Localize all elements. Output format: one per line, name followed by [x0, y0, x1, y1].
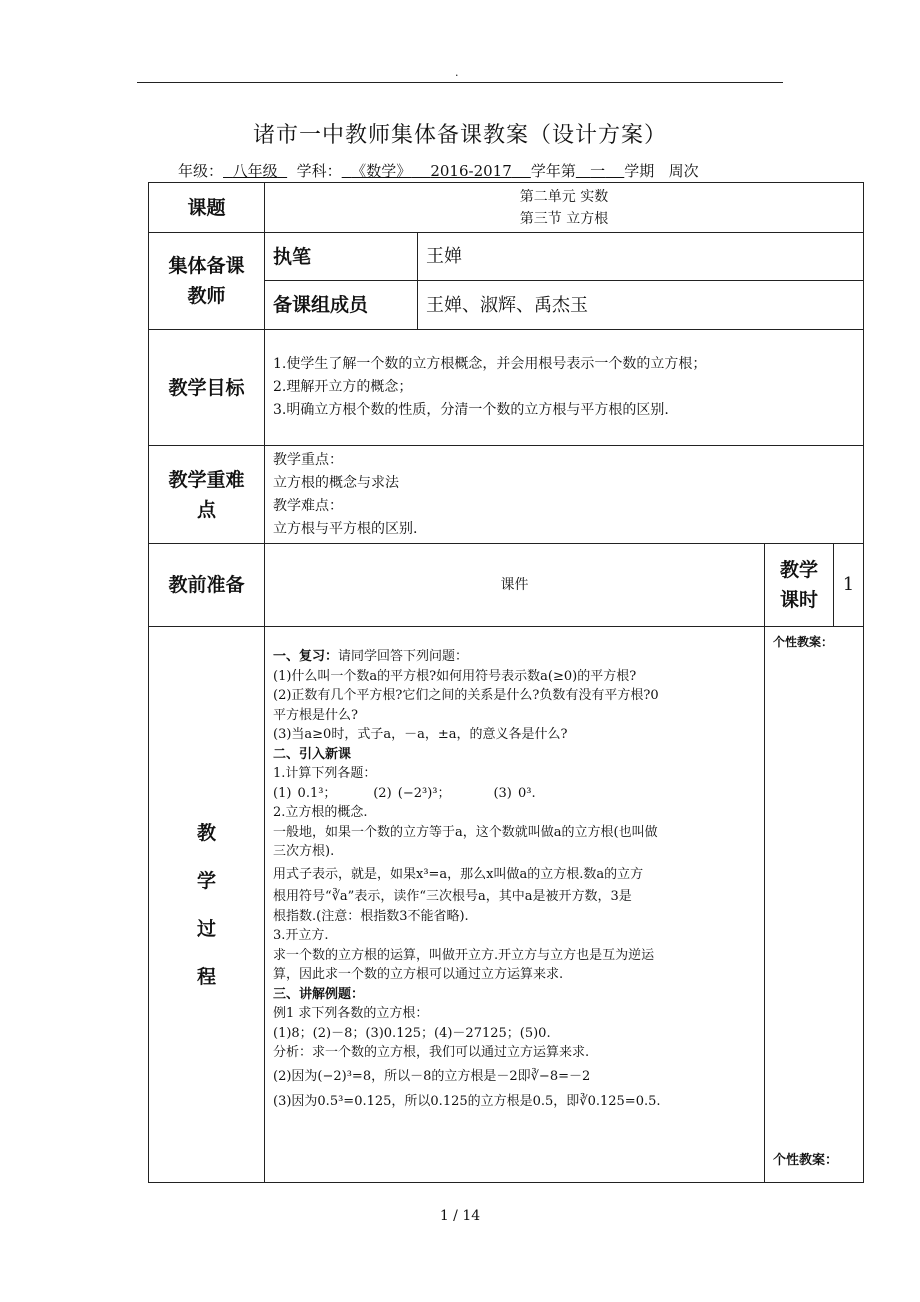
members-label: 备课组成员	[265, 281, 418, 330]
key-value: 教学重点： 立方根的概念与求法 教学难点： 立方根与平方根的区别.	[265, 446, 864, 544]
goals-label: 教学目标	[149, 330, 265, 446]
page-number: 1 / 14	[439, 1208, 481, 1224]
meta-line	[178, 160, 699, 181]
process-label: 教 学 过 程	[149, 627, 265, 1183]
term-value: 一	[590, 162, 606, 180]
header-dot: .	[455, 66, 459, 79]
goals-value: 1.使学生了解一个数的立方根概念，并会用根号表示一个数的立方根； 2.理解开立方的概念； 3.明确立方根个数的性质，分清一个数的立方根与平方根的区别.	[265, 330, 864, 446]
members-value: 王婵、淑辉、禹杰玉	[418, 281, 864, 330]
hours-label: 教学课时	[765, 544, 834, 627]
key-label: 教学重难点	[149, 446, 265, 544]
term-suffix: 学期	[624, 162, 655, 180]
prep-value: 课件	[265, 544, 765, 627]
writer-label: 执笔	[265, 233, 418, 281]
lesson-plan-table	[148, 182, 864, 1183]
process-content: 一、复习：请同学回答下列问题： (1)什么叫一个数a的平方根?如何用符号表示数a(≥0)的平方根? (2)正数有几个平方根?它们之间的关系是什么?负数有没有平方根?0 平方根是什么? (3)当a≥0时，式子a，－a，±a，的意义各是什么? 二、引入新课 1.计算下列各题： (1) 0.1³； (2) (−2³)³； (3) 0³. 2.立方根的概念. 一般地，如果一个数的立方等于a，这个数就叫做a的立方根(也叫做 三次方根). 用式子表示，就是，如果x³=a，那么x叫做a的立方根.数a的立方 根用符号“∛a”表示，读作“三次根号a，其中a是被开方数，3是 根指数.(注意：根指数3不能省略). 3.开立方. 求一个数的立方根的运算，叫做开立方.开立方与立方也是互为逆运 算，因此求一个数的立方根可以通过立方运算来求. 三、讲解例题： 例1 求下列各数的立方根： (1)8；(2)－8；(3)0.125；(4)－27125；(5)0. 分析：求一个数的立方根，我们可以通过立方运算来求. (2)因为(−2)³=8，所以－8的立方根是－2即∛−8=－2 (3)因为0.5³=0.125，所以0.125的立方根是0.5，即∛0.125=0.5.	[265, 627, 765, 1183]
personal-label-bottom: 个性教案：	[773, 1153, 839, 1168]
personal-label-top: 个性教案：	[773, 635, 834, 649]
grade-value: 八年级	[232, 162, 278, 180]
teachers-label: 集体备课教师	[149, 233, 265, 330]
subject-label: 学科：	[296, 162, 342, 180]
personal-notes	[765, 627, 864, 1183]
writer-value: 王婵	[418, 233, 864, 281]
year-suffix: 学年第	[530, 162, 576, 180]
topic-label: 课题	[149, 183, 265, 233]
header-rule	[137, 82, 783, 83]
hours-value: 1	[834, 544, 864, 627]
page-title: 诸市一中教师集体备课教案（设计方案）	[252, 123, 667, 148]
subject-value: 《数学》 2016-2017	[351, 162, 512, 180]
topic-value: 第二单元 实数 第三节 立方根	[265, 183, 864, 233]
week-label: 周次	[668, 162, 699, 180]
grade-label: 年级：	[178, 162, 224, 180]
prep-label: 教前准备	[149, 544, 265, 627]
